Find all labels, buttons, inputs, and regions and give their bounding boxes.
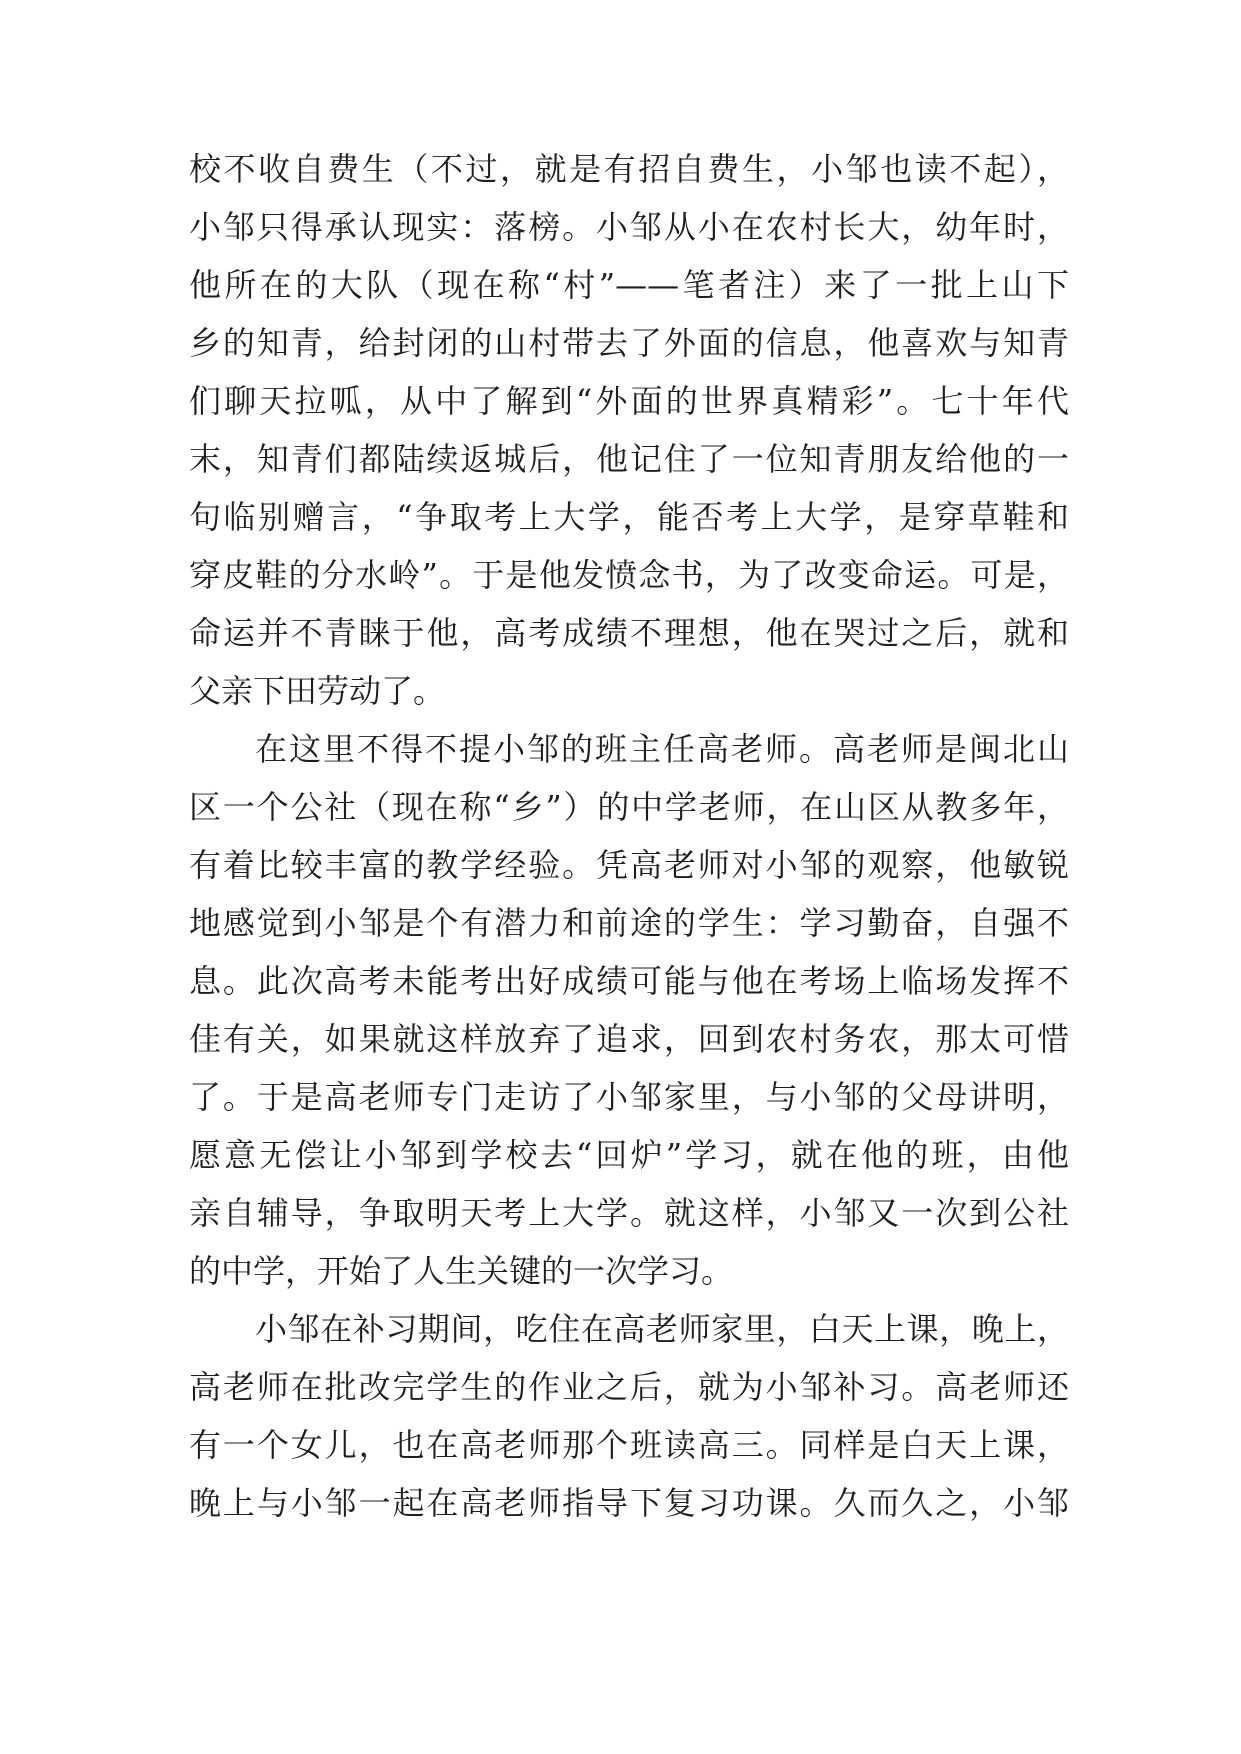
text-line: 句临别赠言，“争取考上大学，能否考上大学，是穿草鞋和 bbox=[189, 498, 1069, 536]
text-line: 命运并不青睐于他，高考成绩不理想，他在哭过之后，就和 bbox=[189, 614, 1069, 652]
text-line: 末，知青们都陆续返城后，他记住了一位知青朋友给他的一 bbox=[189, 440, 1069, 478]
text-line: 他所在的大队（现在称“村”——笔者注）来了一批上山下 bbox=[189, 266, 1069, 304]
text-line: 区一个公社（现在称“乡”）的中学老师，在山区从教多年， bbox=[189, 788, 1069, 826]
paragraph-first-line: 小邹在补习期间，吃住在高老师家里，白天上课，晚上， bbox=[255, 1310, 1069, 1348]
body-text bbox=[189, 140, 1069, 1532]
text-line: 有一个女儿，也在高老师那个班读高三。同样是白天上课， bbox=[189, 1426, 1069, 1464]
text-line: 有着比较丰富的教学经验。凭高老师对小邹的观察，他敏锐 bbox=[189, 846, 1069, 884]
text-line: 晚上与小邹一起在高老师指导下复习功课。久而久之，小邹 bbox=[189, 1484, 1069, 1522]
text-line: 的中学，开始了人生关键的一次学习。 bbox=[189, 1252, 734, 1290]
text-line: 父亲下田劳动了。 bbox=[189, 672, 446, 710]
text-line: 亲自辅导，争取明天考上大学。就这样，小邹又一次到公社 bbox=[189, 1194, 1069, 1232]
text-line: 校不收自费生（不过，就是有招自费生，小邹也读不起）， bbox=[189, 150, 1069, 188]
paragraph-first-line: 在这里不得不提小邹的班主任高老师。高老师是闽北山 bbox=[255, 730, 1069, 768]
text-line: 佳有关，如果就这样放弃了追求，回到农村务农，那太可惜 bbox=[189, 1020, 1069, 1058]
text-line: 愿意无偿让小邹到学校去“回炉”学习，就在他的班，由他 bbox=[189, 1136, 1069, 1174]
text-line: 穿皮鞋的分水岭”。于是他发愤念书，为了改变命运。可是， bbox=[189, 556, 1069, 594]
text-line: 息。此次高考未能考出好成绩可能与他在考场上临场发挥不 bbox=[189, 962, 1069, 1000]
text-line: 了。于是高老师专门走访了小邹家里，与小邹的父母讲明， bbox=[189, 1078, 1069, 1116]
text-line: 小邹只得承认现实：落榜。小邹从小在农村长大，幼年时， bbox=[189, 208, 1069, 246]
text-line: 高老师在批改完学生的作业之后，就为小邹补习。高老师还 bbox=[189, 1368, 1069, 1406]
text-line: 乡的知青，给封闭的山村带去了外面的信息，他喜欢与知青 bbox=[189, 324, 1069, 362]
text-line: 们聊天拉呱，从中了解到“外面的世界真精彩”。七十年代 bbox=[189, 382, 1069, 420]
text-line: 地感觉到小邹是个有潜力和前途的学生：学习勤奋，自强不 bbox=[189, 904, 1069, 942]
